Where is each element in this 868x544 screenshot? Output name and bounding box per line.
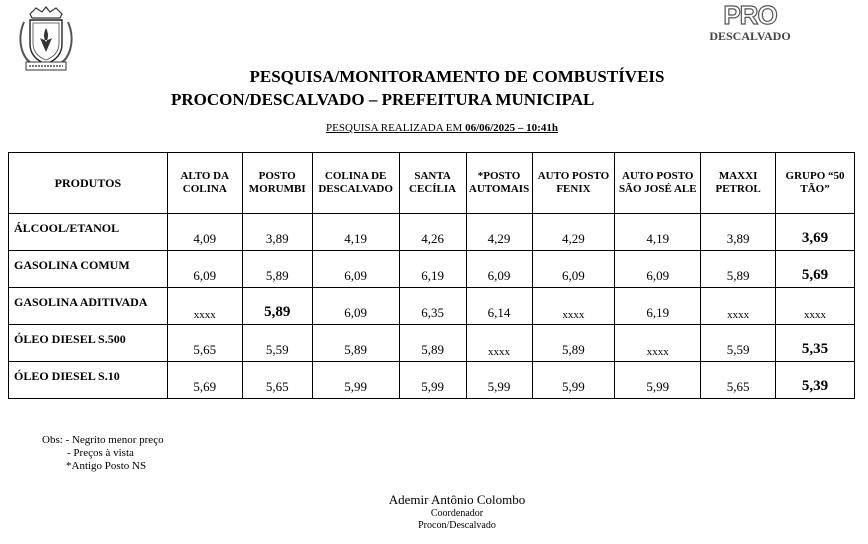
report-title-line1: PESQUISA/MONITORAMENTO DE COMBUSTÍVEIS (249, 67, 665, 86)
price-cell: xxxx (615, 325, 701, 362)
header-auto-posto-sao-jose: AUTO POSTO SÃO JOSÉ ALE (615, 153, 701, 214)
product-name: ÁLCOOL/ETANOL (9, 214, 168, 251)
note-former-station: *Antigo Posto NS (66, 460, 147, 472)
notes (42, 434, 164, 473)
signature-name: Ademir Antônio Colombo (388, 492, 526, 507)
header-auto-posto-fenix: AUTO POSTO FENIX (532, 153, 615, 214)
fuel-price-table (8, 152, 855, 399)
price-cell: 3,69 (776, 214, 855, 251)
signature-org: Procon/Descalvado (418, 520, 496, 531)
price-cell: 6,09 (167, 251, 242, 288)
header-colina-de-descalvado: COLINA DE DESCALVADO (312, 153, 399, 214)
price-cell: 5,89 (312, 325, 399, 362)
price-cell: 6,09 (615, 251, 701, 288)
price-cell: 6,09 (532, 251, 615, 288)
price-cell: 5,35 (776, 325, 855, 362)
price-cell: 5,99 (466, 362, 532, 399)
price-cell: 5,89 (242, 251, 312, 288)
price-cell: 5,59 (701, 325, 776, 362)
price-cell: 5,99 (532, 362, 615, 399)
price-cell: xxxx (701, 288, 776, 325)
price-cell: 4,29 (532, 214, 615, 251)
price-cell: 5,99 (615, 362, 701, 399)
price-cell: 4,19 (615, 214, 701, 251)
price-cell: 6,09 (312, 288, 399, 325)
price-cell: 6,14 (466, 288, 532, 325)
note-cash-prices: - Preços à vista (67, 447, 134, 459)
price-cell: 6,35 (399, 288, 466, 325)
table-row (9, 362, 855, 399)
price-cell: xxxx (167, 288, 242, 325)
price-cell: 5,69 (776, 251, 855, 288)
procon-logo (704, 2, 796, 42)
price-cell: 5,89 (399, 325, 466, 362)
survey-label: PESQUISA REALIZADA EM (326, 122, 466, 134)
price-cell: 5,65 (167, 325, 242, 362)
survey-date: 06/06/2025 – 10:41h (465, 122, 558, 134)
header-santa-cecilia: SANTA CECÍLIA (399, 153, 466, 214)
price-cell: xxxx (466, 325, 532, 362)
price-cell: xxxx (532, 288, 615, 325)
price-cell: 4,26 (399, 214, 466, 251)
price-cell: 4,09 (167, 214, 242, 251)
price-cell: 5,65 (701, 362, 776, 399)
price-cell: 6,09 (312, 251, 399, 288)
report-title-line2: PROCON/DESCALVADO – PREFEITURA MUNICIPAL (171, 90, 595, 109)
procon-logo-city: DESCALVADO (709, 29, 791, 43)
price-cell: 5,65 (242, 362, 312, 399)
price-cell: 5,69 (167, 362, 242, 399)
signature-block (0, 492, 868, 532)
municipal-crest-icon (16, 6, 76, 72)
price-cell: 4,19 (312, 214, 399, 251)
product-name: GASOLINA ADITIVADA (9, 288, 168, 325)
header-posto-automais: *POSTO AUTOMAIS (466, 153, 532, 214)
header-produtos: PRODUTOS (9, 153, 168, 214)
price-cell: 6,19 (399, 251, 466, 288)
price-cell: 5,99 (399, 362, 466, 399)
price-cell: 5,99 (312, 362, 399, 399)
product-name: ÓLEO DIESEL S.10 (9, 362, 168, 399)
price-cell: 5,39 (776, 362, 855, 399)
price-cell: 5,89 (532, 325, 615, 362)
table-row (9, 214, 855, 251)
product-name: ÓLEO DIESEL S.500 (9, 325, 168, 362)
price-cell: 6,19 (615, 288, 701, 325)
price-cell: 5,89 (701, 251, 776, 288)
header-grupo-50-tao: GRUPO “50 TÃO” (776, 153, 855, 214)
header-alto-da-colina: ALTO DA COLINA (167, 153, 242, 214)
price-cell: xxxx (776, 288, 855, 325)
table-row (9, 325, 855, 362)
header-posto-morumbi: POSTO MORUMBI (242, 153, 312, 214)
product-name: GASOLINA COMUM (9, 251, 168, 288)
price-cell: 5,59 (242, 325, 312, 362)
price-cell: 3,89 (701, 214, 776, 251)
table-row (9, 288, 855, 325)
survey-date-line (0, 122, 868, 134)
price-cell: 5,89 (242, 288, 312, 325)
note-bold-lowest: Obs: - Negrito menor preço (42, 434, 164, 446)
signature-role: Coordenador (430, 508, 484, 519)
price-cell: 4,29 (466, 214, 532, 251)
procon-logo-mark: PRO (723, 0, 777, 30)
table-row (9, 251, 855, 288)
header-maxxi-petrol: MAXXI PETROL (701, 153, 776, 214)
table-header-row (9, 153, 855, 214)
price-cell: 6,09 (466, 251, 532, 288)
price-cell: 3,89 (242, 214, 312, 251)
